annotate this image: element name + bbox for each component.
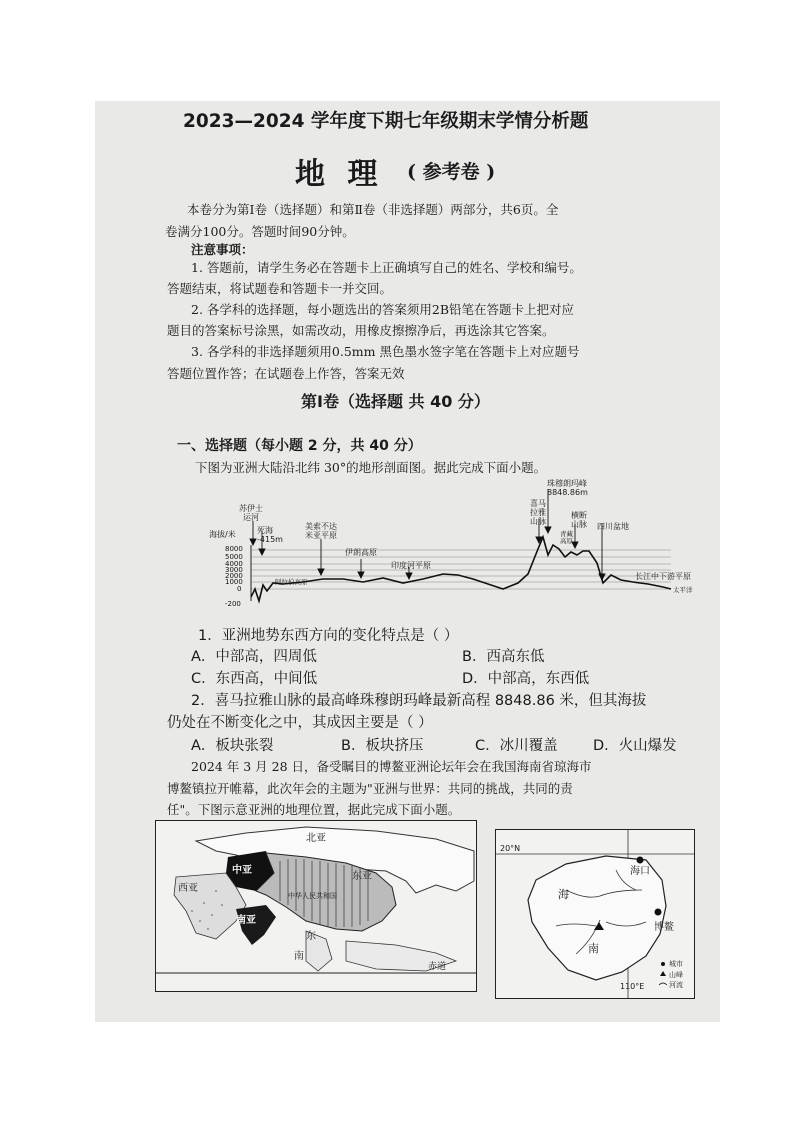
q1-option-b: B．西高东低 [462, 649, 545, 665]
instructions-line1: 本卷分为第Ⅰ卷（选择题）和第Ⅱ卷（非选择题）两部分，共6页。全 [187, 202, 559, 217]
q1-option-a: A．中部高，四周低 [191, 649, 317, 665]
q1-option-d: D．中部高，东西低 [462, 671, 590, 687]
hainan-map [495, 829, 695, 999]
label-mesopotamia: 美索不达 米亚平原 [305, 522, 337, 540]
label-iran: 伊朗高原 [345, 548, 377, 557]
notice-item-2b: 题目的答案标号涂黑，如需改动，用橡皮擦擦净后，再选涂其它答案。 [167, 323, 555, 338]
label-hengduan: 横断 山脉 [571, 511, 587, 529]
exam-paper [95, 101, 720, 1022]
label-ganges: 印度河平原 [391, 561, 431, 570]
label-nan: 南 [588, 942, 599, 955]
label-himalaya: 喜马 拉雅 山脉 [530, 499, 546, 526]
y-axis-label: 海拔/米 [209, 530, 236, 539]
city-boao: 博鳌 [654, 922, 674, 933]
tick-neg200: -200 [225, 600, 241, 608]
label-southeast-2: 南 [294, 951, 304, 962]
q2-option-b: B．板块挤压 [341, 738, 424, 754]
tick-8000: 8000 [225, 545, 243, 553]
tick-5000: 5000 [225, 553, 243, 561]
notice-item-2: 2. 各学科的选择题，每小题选出的答案须用2B铅笔在答题卡上把对应 [191, 302, 575, 317]
subject-note: ( 参考卷 ) [407, 161, 496, 183]
tick-3000: 3000 [225, 566, 243, 574]
label-hai: 海 [558, 888, 569, 901]
q2-option-d: D．火山爆发 [593, 738, 677, 754]
label-equator: 赤道 [428, 962, 447, 972]
legend-city: 城市 [669, 960, 683, 968]
q2-option-c: C．冰川覆盖 [475, 738, 558, 754]
passage2-line3: 任"。下图示意亚洲的地理位置，据此完成下面小题。 [167, 802, 461, 817]
section1-heading: 一、选择题（每小题 2 分，共 40 分） [177, 438, 422, 454]
tick-4000: 4000 [225, 560, 243, 568]
label-suez: 苏伊士 运河 [239, 504, 263, 522]
label-china: 中华人民共和国 [288, 892, 337, 900]
label-southeast-1: 东 [306, 931, 316, 942]
passage2-line1: 2024 年 3 月 28 日，备受瞩目的博鳌亚洲论坛年会在我国海南省琼海市 [191, 759, 592, 774]
city-haikou: 海口 [630, 866, 650, 877]
legend-peak: 山峰 [669, 971, 683, 979]
q2-stem-line2: 仍处在不断变化之中，其成因主要是（ ） [167, 715, 433, 731]
label-yangtze: 长江中下游平原 [635, 572, 691, 581]
tick-2000: 2000 [225, 572, 243, 580]
instructions-line2: 卷满分100分。答题时间90分钟。 [165, 224, 355, 239]
region-west-asia: 西亚 [178, 883, 198, 894]
label-110e: 110°E [620, 982, 645, 991]
exam-title: 2023—2024 学年度下期七年级期末学情分析题 [183, 111, 589, 132]
region-south-asia: 南亚 [236, 915, 256, 926]
notice-item-3: 3. 各学科的非选择题须用0.5mm 黑色墨水签字笔在答题卡上对应题号 [191, 344, 580, 359]
label-arabia: 阿拉伯高原 [275, 578, 308, 586]
notice-item-3b: 答题位置作答；在试题卷上作答，答案无效 [167, 366, 405, 381]
notice-item-1b: 答题结束，将试题卷和答题卡一并交回。 [167, 281, 393, 296]
label-qinghai: 青藏 高原 [560, 530, 573, 545]
terrain-profile [203, 479, 689, 611]
label-everest: 珠穆朗玛峰 8848.86m [547, 479, 588, 497]
notice-title: 注意事项： [191, 242, 254, 257]
region-east-asia: 东亚 [352, 871, 372, 882]
notice-item-1: 1. 答题前，请学生务必在答题卡上正确填写自己的姓名、学校和编号。 [191, 260, 582, 275]
q2-option-a: A．板块张裂 [191, 738, 274, 754]
tick-0: 0 [237, 585, 242, 593]
tick-1000: 1000 [225, 578, 243, 586]
label-sichuan: 四川盆地 [597, 522, 629, 531]
region-north-asia: 北亚 [306, 833, 326, 844]
asia-map [155, 820, 477, 992]
section1-intro: 下图为亚洲大陆沿北纬 30°的地形剖面图。据此完成下面小题。 [195, 460, 547, 475]
subject-title: 地 理 [295, 157, 384, 192]
q1-option-c: C．东西高，中间低 [191, 671, 318, 687]
region-central-asia: 中亚 [232, 865, 252, 876]
legend-river: 河流 [669, 981, 683, 989]
q2-stem-line1: 2．喜马拉雅山脉的最高峰珠穆朗玛峰最新高程 8848.86 米，但其海拔 [191, 693, 647, 709]
section1-title: 第Ⅰ卷（选择题 共 40 分） [301, 392, 490, 411]
passage2-line2: 博鳌镇拉开帷幕，此次年会的主题为"亚洲与世界：共同的挑战，共同的责 [167, 781, 573, 796]
label-20n: 20°N [500, 844, 521, 853]
label-pacific: 太平洋 [673, 586, 693, 594]
q1-stem: 1．亚洲地势东西方向的变化特点是（ ） [198, 628, 459, 644]
label-deadsea: 死海 -415m [257, 526, 283, 544]
